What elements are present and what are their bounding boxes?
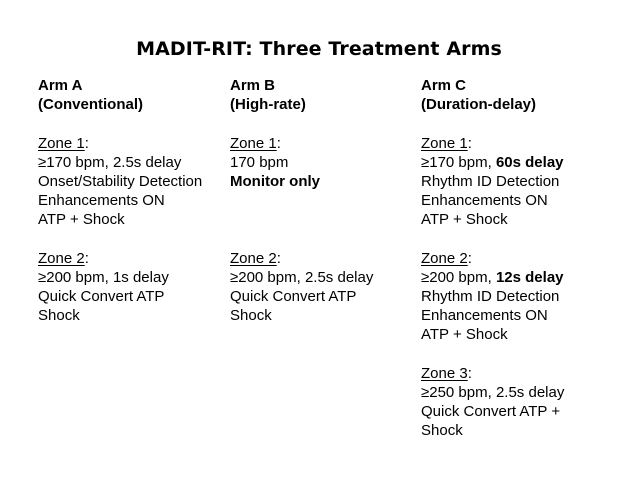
arm-b-zone2-title: [230, 249, 373, 268]
arm-c-zone3-detail: Shock: [421, 422, 463, 440]
arm-c-zone3-title: [421, 364, 564, 383]
spacer: [421, 114, 564, 133]
arm-a-zone2-title: [38, 249, 202, 268]
zone-colon: :: [276, 249, 281, 267]
delay-text: 1s delay: [112, 268, 169, 286]
rate-text: ≥250 bpm,: [421, 384, 496, 401]
arm-c-heading: Arm C: [421, 77, 467, 94]
arm-c-zone2-detail: Enhancements ON: [421, 307, 548, 325]
zone-colon: :: [84, 134, 89, 152]
arm-c-zone3-detail: Quick Convert ATP +: [421, 403, 561, 421]
rate-text: ≥170 bpm,: [38, 153, 113, 171]
zone-colon: :: [276, 134, 281, 152]
spacer: [38, 230, 202, 249]
arm-b-zone2-detail: Shock: [230, 307, 272, 325]
arm-b-zone1-title: [230, 134, 373, 153]
arm-c-zone2-detail: Rhythm ID Detection: [421, 288, 560, 306]
spacer: [230, 114, 373, 133]
spacer: [421, 230, 564, 249]
arm-a-zone1-title: [38, 134, 202, 153]
zone-label: Zone 1: [421, 134, 468, 152]
arm-c-zone1-rate: [421, 153, 564, 172]
spacer: [421, 345, 564, 364]
arm-c-zone1-detail: Enhancements ON: [421, 192, 548, 210]
delay-text: 60s delay: [495, 153, 564, 171]
zone-label: Zone 2: [38, 249, 85, 267]
arm-a-zone1-rate: [38, 153, 202, 172]
arm-a-zone2-detail: Shock: [38, 307, 80, 325]
arm-c-zone3-rate: [421, 383, 564, 402]
delay-text: 12s delay: [495, 268, 564, 286]
arm-c-column: [421, 76, 564, 441]
arm-c-zone1-title: [421, 134, 564, 153]
zone-label: Zone 3: [421, 364, 468, 382]
arm-a-zone1-detail: Onset/Stability Detection: [38, 172, 203, 190]
spacer: [230, 210, 373, 229]
rate-text: ≥170 bpm,: [421, 153, 496, 171]
arm-c-zone1-detail: ATP + Shock: [421, 211, 508, 229]
arm-c-zone2-rate: [421, 268, 564, 287]
arm-a-zone1-detail: Enhancements ON: [38, 192, 165, 210]
slide-title: MADIT-RIT: Three Treatment Arms: [136, 38, 502, 60]
arm-b-subheading: (High-rate): [230, 96, 306, 114]
arm-a-column: [38, 76, 202, 325]
zone-label: Zone 1: [38, 134, 85, 152]
arm-a-zone2-detail: Quick Convert ATP: [38, 288, 165, 306]
rate-text: ≥200 bpm,: [38, 268, 113, 286]
arm-b-column: [230, 76, 373, 325]
arm-b-heading: Arm B: [230, 77, 276, 94]
spacer: [230, 230, 373, 249]
zone-colon: :: [84, 249, 89, 267]
arm-a-heading: Arm A: [38, 77, 83, 94]
arm-c-subheading: (Duration-delay): [421, 96, 537, 114]
arm-c-zone2-detail: ATP + Shock: [421, 326, 508, 344]
zone-colon: :: [467, 134, 472, 152]
rate-text: ≥200 bpm,: [421, 268, 496, 286]
arm-a-subheading: (Conventional): [38, 96, 143, 114]
arm-a-zone1-detail: ATP + Shock: [38, 211, 125, 229]
spacer: [38, 114, 202, 133]
spacer: [230, 191, 373, 210]
zone-colon: :: [467, 249, 472, 267]
zone-label: Zone 2: [421, 249, 468, 267]
delay-text: 2.5s delay: [495, 384, 565, 401]
delay-text: 2.5s delay: [304, 268, 374, 286]
arm-c-zone2-title: [421, 249, 564, 268]
rate-text: ≥200 bpm,: [230, 268, 305, 286]
arm-b-zone2-detail: Quick Convert ATP: [230, 288, 357, 306]
arm-a-zone2-rate: [38, 268, 202, 287]
zone-label: Zone 1: [230, 134, 277, 152]
zone-colon: :: [467, 364, 472, 382]
arm-b-zone1-rate: 170 bpm: [230, 153, 289, 171]
arm-b-zone2-rate: [230, 268, 373, 287]
arm-b-zone1-detail: Monitor only: [230, 172, 320, 190]
zone-label: Zone 2: [230, 249, 277, 267]
delay-text: 2.5s delay: [112, 153, 182, 171]
arm-c-zone1-detail: Rhythm ID Detection: [421, 172, 560, 190]
